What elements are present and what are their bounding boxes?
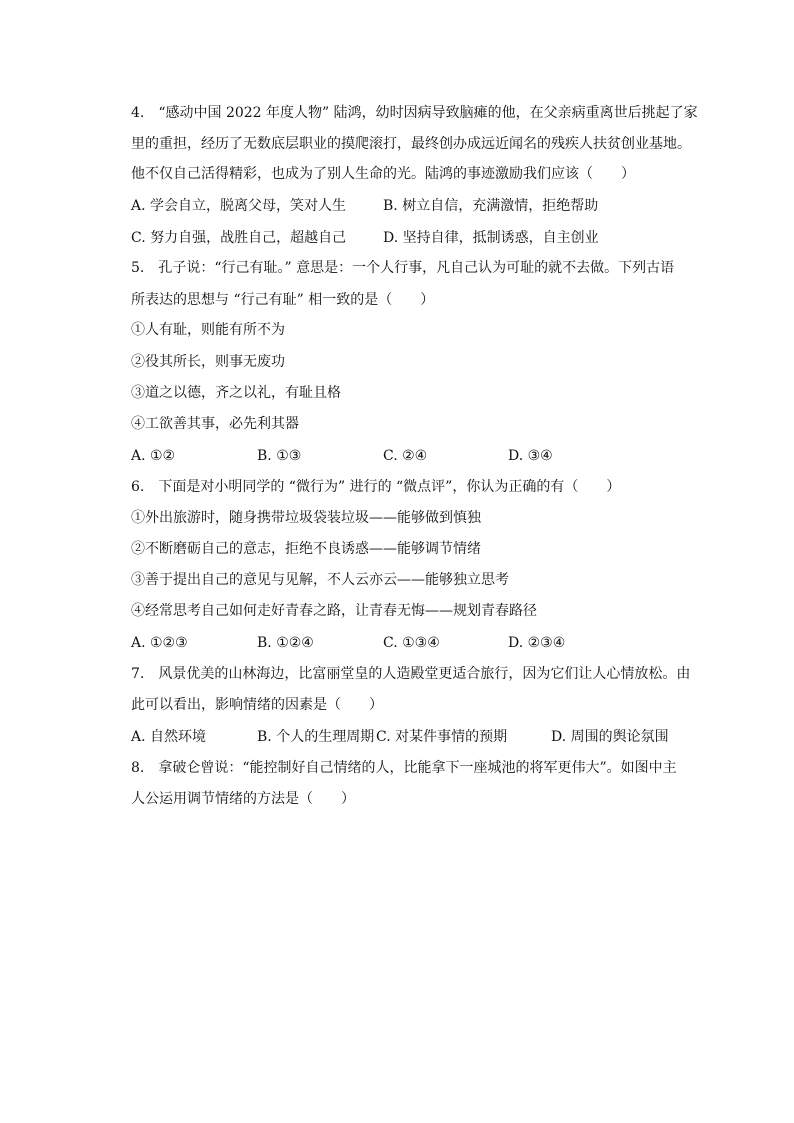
q5-option-a: A. ①② [131,448,176,464]
q7-stem-line-1: 7. 风景优美的山林海边，比富丽堂皇的人造殿堂更适合旅行，因为它们让人心情放松。由 [131,666,691,682]
q5-option-c: C. ②④ [383,448,428,464]
q5-stem-line-2: 所表达的思想与 “行己有耻” 相一致的是（ ） [131,292,435,308]
q5-item-2: ②役其所长，则事无废功 [131,354,285,370]
q5-stem-line-1: 5. 孔子说：“行己有耻。” 意思是：一个人行事，凡自己认为可耻的就不去做。下列古语 [131,260,675,276]
q7-stem-line-2: 此可以看出，影响情绪的因素是（ ） [131,697,383,713]
q4-stem-line-1: 4. “感动中国 2022 年度人物” 陆鸿，幼时因病导致脑瘫的他，在父亲病重离世后挑起了家 [131,105,698,121]
q5-item-3: ③道之以德，齐之以礼，有耻且格 [131,385,341,401]
q5-option-d: D. ③④ [508,448,553,464]
q4-option-b: B. 树立自信，充满激情，拒绝帮助 [383,198,599,214]
q6-item-2: ②不断磨砺自己的意志，拒绝不良诱惑——能够调节情绪 [131,541,481,557]
q6-option-a: A. ①②③ [131,635,188,651]
q4-stem-line-2: 里的重担，经历了无数底层职业的摸爬滚打，最终创办成远近闻名的残疾人扶贫创业基地。 [131,136,691,152]
q4-option-c: C. 努力自强，战胜自己，超越自己 [131,230,347,246]
q5-item-4: ④工欲善其事，必先利其器 [131,416,299,432]
q4-option-a: A. 学会自立，脱离父母，笑对人生 [131,198,347,214]
q7-option-c: C. 对某件事情的预期 [376,729,508,745]
q6-option-c: C. ①③④ [383,635,440,651]
q7-option-b: B. 个人的生理周期 [257,729,375,745]
q8-stem-line-1: 8. 拿破仑曾说：“能控制好自己情绪的人，比能拿下一座城池的将军更伟大”。如图中主 [131,760,677,776]
q4-option-d: D. 坚持自律，抵制诱惑，自主创业 [383,230,599,246]
q5-item-1: ①人有耻，则能有所不为 [131,322,285,338]
q6-option-d: D. ②③④ [508,635,566,651]
q7-option-a: A. 自然环境 [131,729,207,745]
q6-option-b: B. ①②④ [257,635,314,651]
q5-option-b: B. ①③ [257,448,302,464]
q6-item-4: ④经常思考自己如何走好青春之路，让青春无悔——规划青春路径 [131,603,537,619]
q4-stem-line-3: 他不仅自己活得精彩，也成为了别人生命的光。陆鸿的事迹激励我们应该（ ） [131,166,635,182]
q6-item-1: ①外出旅游时，随身携带垃圾袋装垃圾——能够做到慎独 [131,510,481,526]
q8-stem-line-2: 人公运用调节情绪的方法是（ ） [131,791,355,807]
q6-item-3: ③善于提出自己的意见与见解，不人云亦云——能够独立思考 [131,572,509,588]
q6-stem-line-1: 6. 下面是对小明同学的 “微行为” 进行的 “微点评”，你认为正确的有（ ） [131,479,621,495]
q7-option-d: D. 周围的舆论氛围 [551,729,669,745]
